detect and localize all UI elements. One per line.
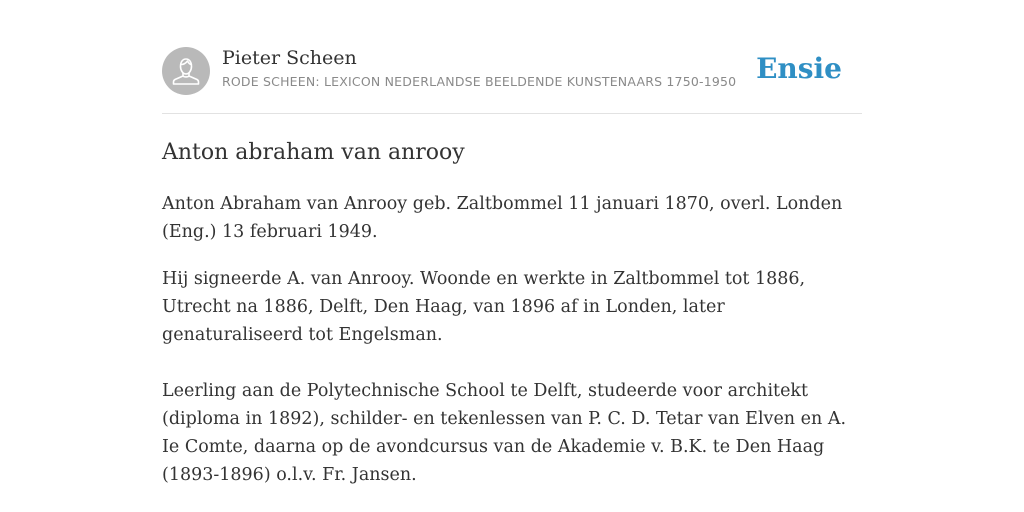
- author-name[interactable]: Pieter Scheen: [222, 47, 357, 69]
- source-label[interactable]: RODE SCHEEN: LEXICON NEDERLANDSE BEELDENDE KUNSTENAARS 1750-1950: [222, 74, 737, 89]
- paragraph: Anton Abraham van Anrooy geb. Zaltbommel 11 januari 1870, overl. Londen (Eng.) 13 februari 1949.: [162, 194, 843, 242]
- article-title: Anton abraham van anrooy: [162, 140, 465, 165]
- article-body: [162, 190, 862, 489]
- ensie-logo[interactable]: Ensie: [756, 52, 842, 85]
- author-avatar[interactable]: [162, 47, 210, 95]
- header-divider: [162, 113, 862, 114]
- paragraph: Hij signeerde A. van Anrooy. Woonde en werkte in Zaltbommel tot 1886, Utrecht na 1886, Delft, Den Haag, van 1896 af in Londen, later genaturaliseerd tot Engelsman.: [162, 269, 806, 345]
- paragraph: Leerling aan de Polytechnische School te Delft, studeerde voor architekt (diploma in 1892), schilder- en tekenlessen van P. C. D. Tetar van Elven en A. Ie Comte, daarna op de avondcursus van de Akademie v. B.K. te Den Haag (1893-1896) o.l.v. Fr. Jansen.: [162, 381, 847, 485]
- article-header: [162, 46, 862, 96]
- user-silhouette-icon: [162, 47, 210, 95]
